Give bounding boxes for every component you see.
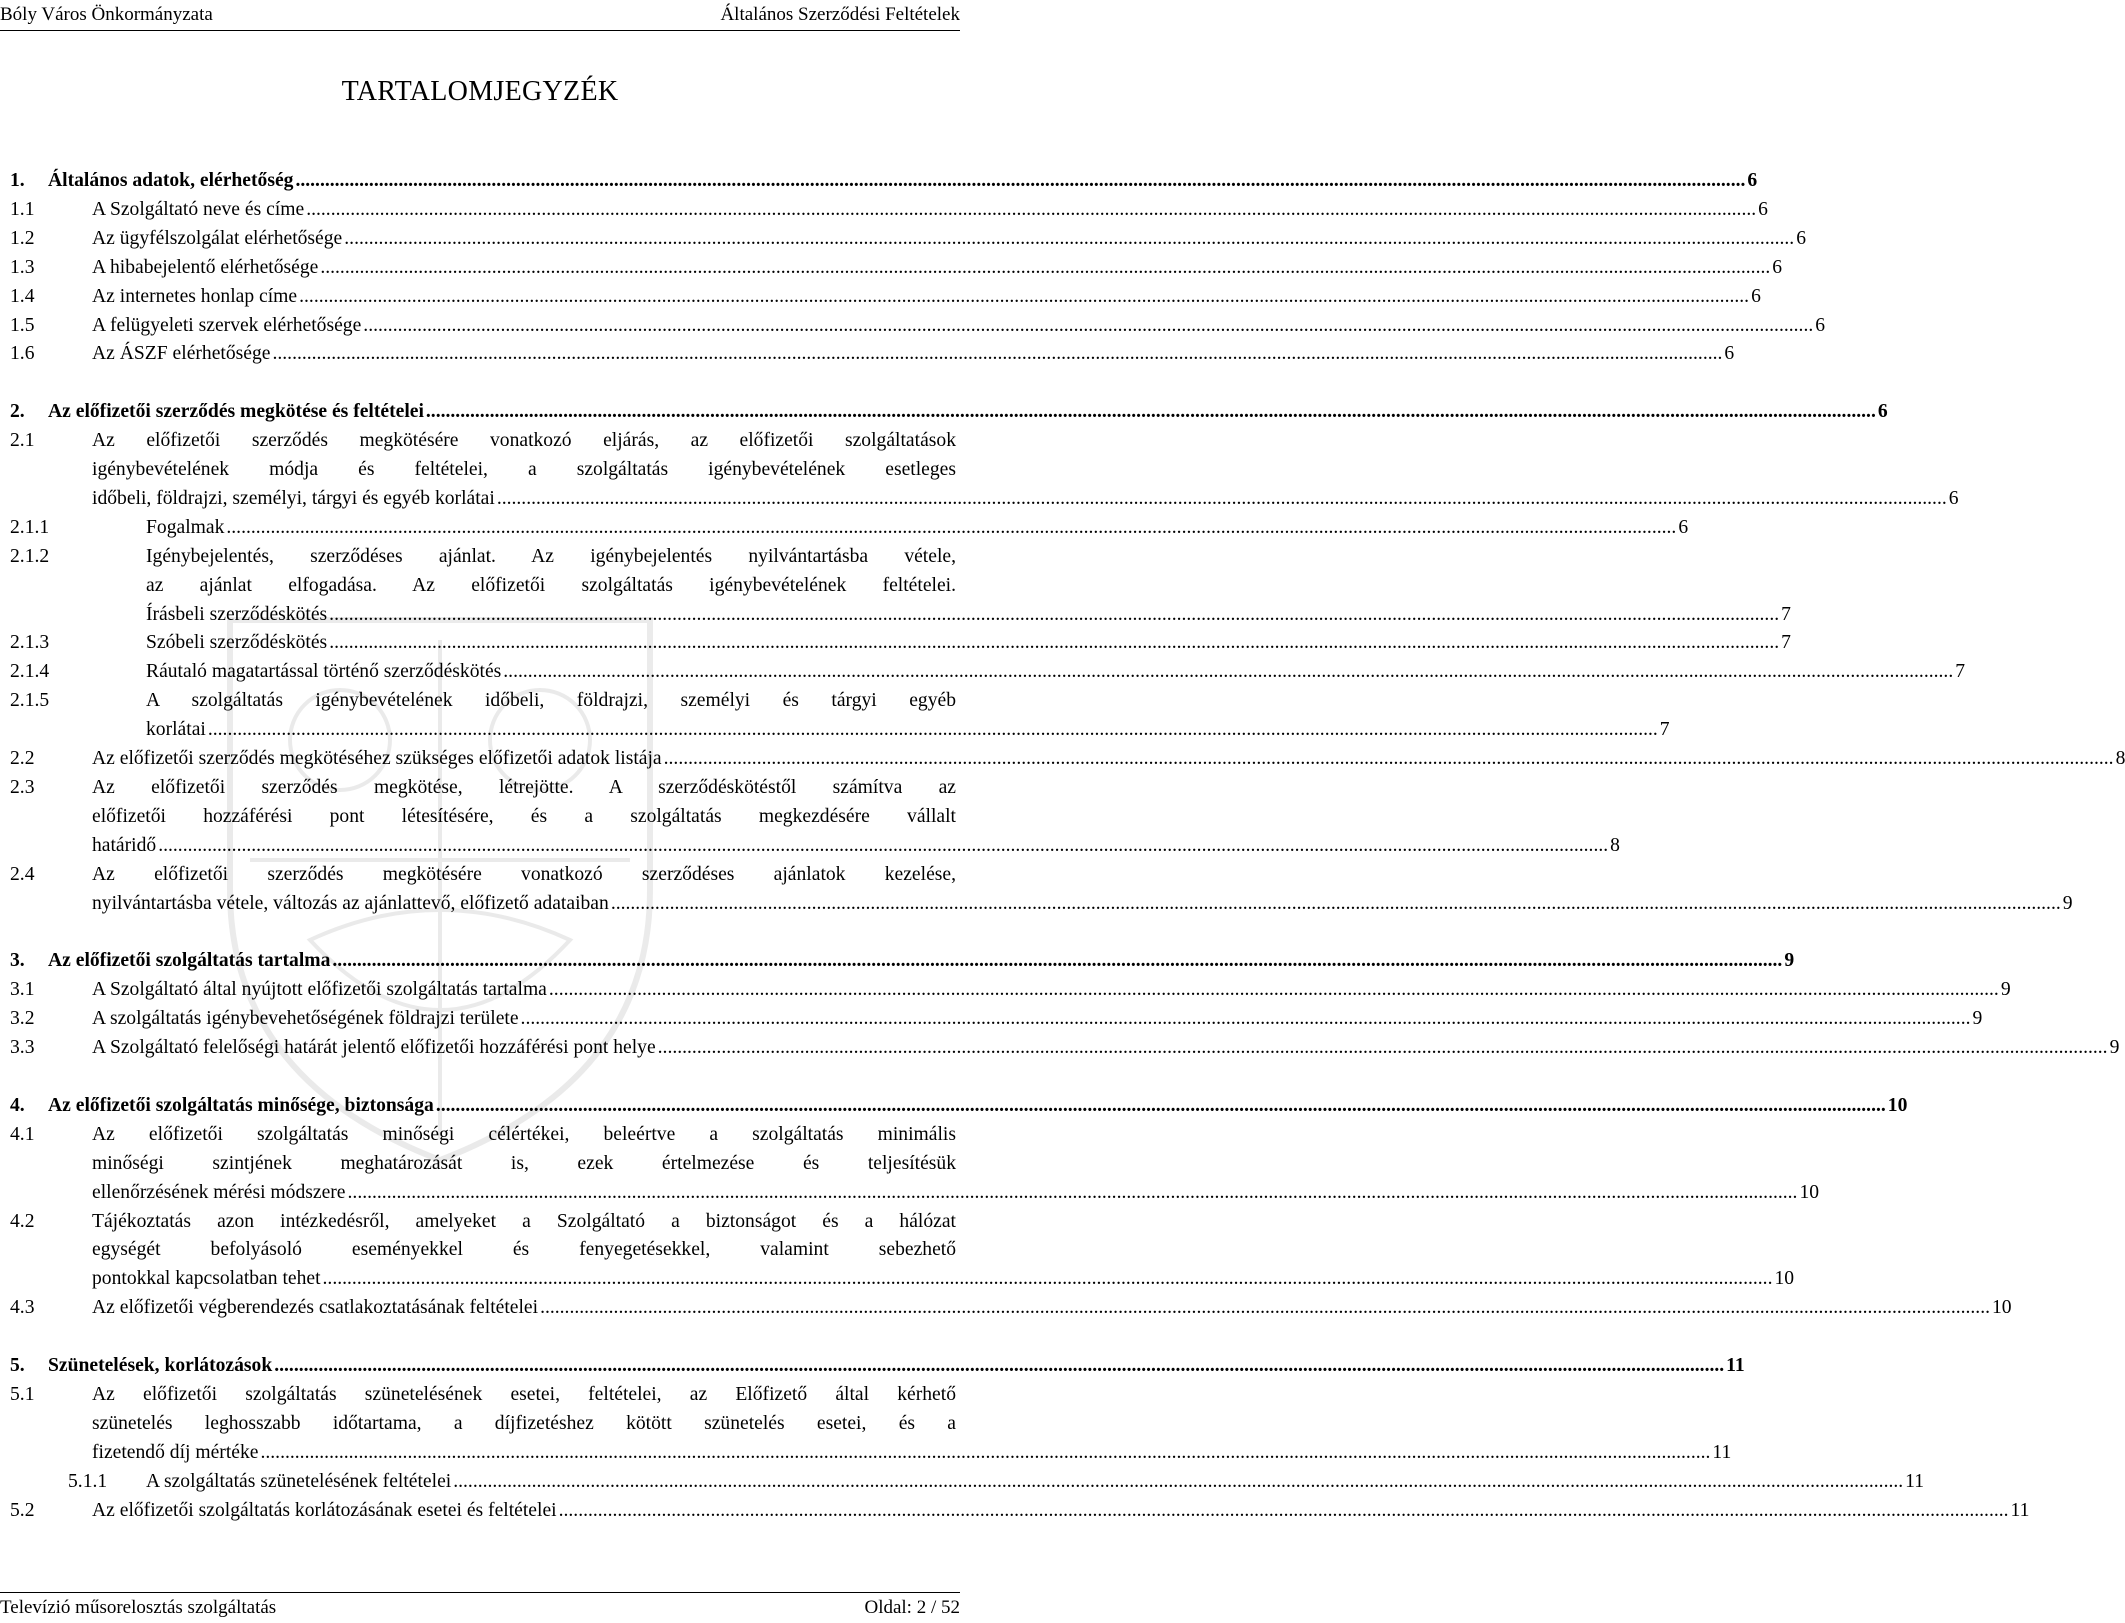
toc-entry-2-1-2[interactable]: 2.1.2 Igénybejelentés, szerződéses ajánlat. Az igénybejelentés nyilvántartásba vétele, az ajánlat elfogadása. Az előfizetői szolgáltatás igénybevételének feltételei. Írásbeli szerződéskötés ..... 7 bbox=[10, 543, 956, 630]
toc-entry-4-2[interactable]: 4.2 Tájékoztatás azon intézkedésről, amelyeket a Szolgáltató a biztonságot és a hálózat egységét befolyásoló eseményekkel és fenyegetésekkel, valamint sebezhető pontokkal kapcsolatban tehet ..... 10 bbox=[10, 1208, 956, 1295]
toc-entry-2[interactable]: 2. Az előfizetői szerződés megkötése és feltételei..... 6 bbox=[10, 398, 956, 427]
toc-entry-1[interactable]: 1. Általános adatok, elérhetőség..... 6 bbox=[10, 167, 956, 196]
toc-entry-3-3[interactable]: 3.3 A Szolgáltató felelőségi határát jelentő előfizetői hozzáférési pont helye..... 9 bbox=[10, 1034, 956, 1063]
toc-entry-1-1[interactable]: 1.1 A Szolgáltató neve és címe..... 6 bbox=[10, 196, 956, 225]
toc-entry-4-1[interactable]: 4.1 Az előfizetői szolgáltatás minőségi célértékei, beleértve a szolgáltatás minimális minőségi szintjének meghatározását is, ezek értelmezése és teljesítésük ellenőrzésének mérési módszere ..... 10 bbox=[10, 1121, 956, 1208]
toc-entry-5-1-1[interactable]: 5.1.1 A szolgáltatás szünetelésének feltételei..... 11 bbox=[10, 1468, 956, 1497]
toc-entry-1-5[interactable]: 1.5 A felügyeleti szervek elérhetősége..... 6 bbox=[10, 312, 956, 341]
toc-entry-2-3[interactable]: 2.3 Az előfizetői szerződés megkötése, létrejötte. A szerződéskötéstől számítva az előfizetői hozzáférési pont létesítésére, és a szolgáltatás megkezdésére vállalt határidő ..... 8 bbox=[10, 774, 956, 861]
page-footer bbox=[0, 1592, 960, 1623]
page-header bbox=[0, 0, 960, 31]
toc-entry-4-3[interactable]: 4.3 Az előfizetői végberendezés csatlakoztatásának feltételei..... 10 bbox=[10, 1294, 956, 1323]
toc-entry-1-6[interactable]: 1.6 Az ÁSZF elérhetősége..... 6 bbox=[10, 340, 956, 369]
toc-entry-2-1[interactable]: 2.1 Az előfizetői szerződés megkötésére vonatkozó eljárás, az előfizetői szolgáltatások igénybevételének módja és feltételei, a szolgáltatás igénybevételének esetleges időbeli, földrajzi, személyi, tárgyi és egyéb korlátai ..... 6 bbox=[10, 427, 956, 514]
toc-title: TARTALOMJEGYZÉK bbox=[341, 76, 619, 107]
header-organization: Bóly Város Önkormányzata bbox=[0, 4, 213, 25]
toc-entry-1-2[interactable]: 1.2 Az ügyfélszolgálat elérhetősége..... 6 bbox=[10, 225, 956, 254]
toc-entry-2-4[interactable]: 2.4 Az előfizetői szerződés megkötésére vonatkozó szerződéses ajánlatok kezelése, nyilvántartásba vétele, változás az ajánlattevő, előfizető adataiban ..... 9 bbox=[10, 861, 956, 919]
toc-entry-2-1-1[interactable]: 2.1.1 Fogalmak..... 6 bbox=[10, 514, 956, 543]
toc-entry-1-3[interactable]: 1.3 A hibabejelentő elérhetősége..... 6 bbox=[10, 254, 956, 283]
toc-entry-3-2[interactable]: 3.2 A szolgáltatás igénybevehetőségének földrajzi területe..... 9 bbox=[10, 1005, 956, 1034]
toc-entry-2-1-5[interactable]: 2.1.5 A szolgáltatás igénybevételének időbeli, földrajzi, személyi és tárgyi egyéb korlátai ..... 7 bbox=[10, 687, 956, 745]
toc-entry-5[interactable]: 5. Szünetelések, korlátozások..... 11 bbox=[10, 1352, 956, 1381]
toc-entry-1-4[interactable]: 1.4 Az internetes honlap címe..... 6 bbox=[10, 283, 956, 312]
toc-entry-3-1[interactable]: 3.1 A Szolgáltató által nyújtott előfizetői szolgáltatás tartalma..... 9 bbox=[10, 976, 956, 1005]
toc-entry-3[interactable]: 3. Az előfizetői szolgáltatás tartalma..... 9 bbox=[10, 947, 956, 976]
toc-entry-2-2[interactable]: 2.2 Az előfizetői szerződés megkötéséhez szükséges előfizetői adatok listája..... 8 bbox=[10, 745, 956, 774]
toc-entry-5-2[interactable]: 5.2 Az előfizetői szolgáltatás korlátozásának esetei és feltételei..... 11 bbox=[10, 1497, 956, 1526]
table-of-contents bbox=[10, 167, 2125, 1526]
toc-entry-2-1-4[interactable]: 2.1.4 Ráutaló magatartással történő szerződéskötés..... 7 bbox=[10, 658, 956, 687]
footer-page-number: Oldal: 2 / 52 bbox=[864, 1597, 960, 1618]
toc-entry-4[interactable]: 4. Az előfizetői szolgáltatás minősége, biztonsága..... 10 bbox=[10, 1092, 956, 1121]
toc-entry-5-1[interactable]: 5.1 Az előfizetői szolgáltatás szünetelésének esetei, feltételei, az Előfizető által kérhető szünetelés leghosszabb időtartama, a díjfizetéshez kötött szünetelés esetei, és a fizetendő díj mértéke ..... 11 bbox=[10, 1381, 956, 1468]
footer-service-name: Televízió műsorelosztás szolgáltatás bbox=[0, 1597, 277, 1618]
toc-entry-2-1-3[interactable]: 2.1.3 Szóbeli szerződéskötés..... 7 bbox=[10, 629, 956, 658]
header-document-title: Általános Szerződési Feltételek bbox=[720, 4, 960, 25]
